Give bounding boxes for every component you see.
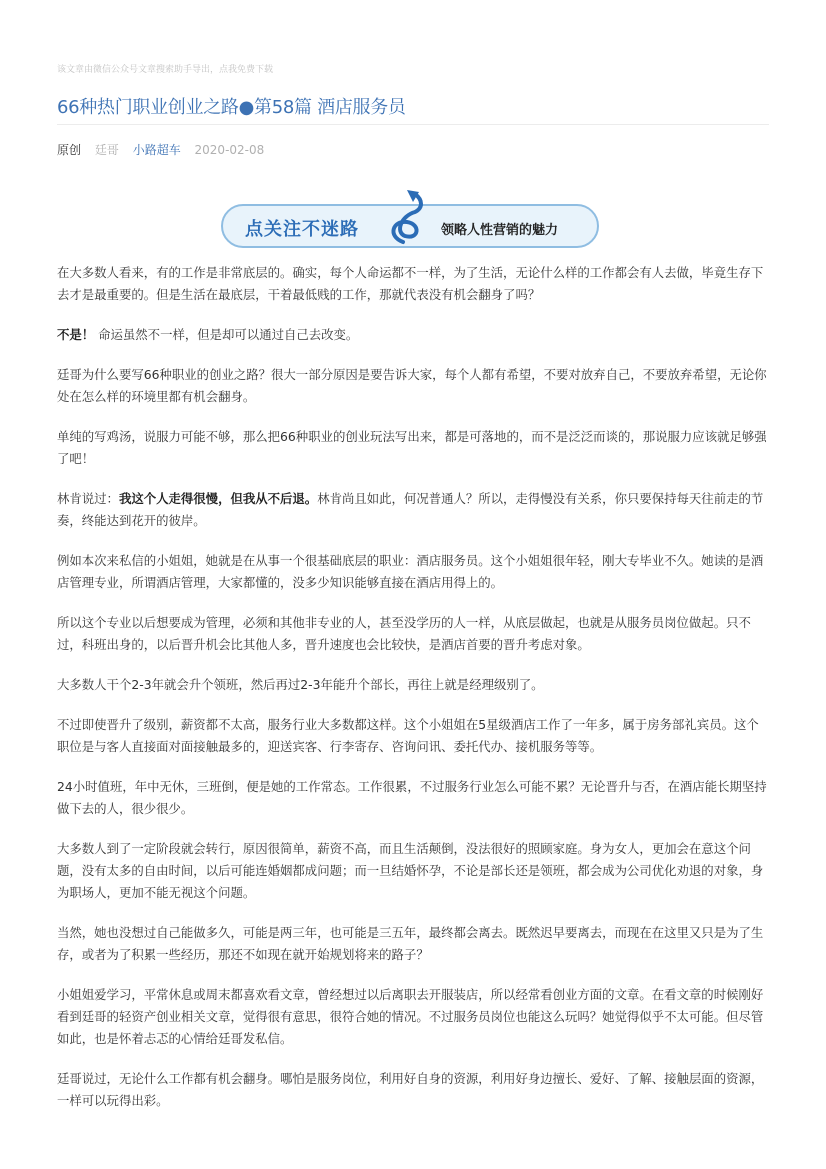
paragraph: 单纯的写鸡汤，说服力可能不够，那么把66种职业的创业玩法写出来，都是可落地的，而不是泛泛而谈的，那说服力应该就足够强了吧！ xyxy=(57,429,767,466)
paragraph: 不过即使晋升了级别，薪资都不太高，服务行业大多数都这样。这个小姐姐在5星级酒店工作了一年多，属于房务部礼宾员。这个职位是与客人直接面对面接触最多的，迎送宾客、行李寄存、咨询问讯、委托代办、接机服务等等。 xyxy=(57,717,759,754)
publish-date: 2020-02-08 xyxy=(194,143,265,157)
paragraph: 大多数人干个2-3年就会升个领班，然后再过2-3年能升个部长，再往上就是经理级别了。 xyxy=(57,677,544,692)
banner-slogan-text: 领略人性营销的魅力 xyxy=(441,223,559,238)
emphasis-text: 我这个人走得很慢，但我从不后退。 xyxy=(118,491,318,506)
follow-banner xyxy=(217,186,607,252)
author-name: 廷哥 xyxy=(94,143,119,157)
swirl-arrow-icon xyxy=(379,186,449,252)
title-divider xyxy=(57,124,769,125)
paragraph: 廷哥说过，无论什么工作都有机会翻身。哪怕是服务岗位，利用好自身的资源，利用好身边擅长、爱好、了解、接触层面的资源，一样可以玩得出彩。 xyxy=(57,1071,764,1108)
export-watermark-link[interactable]: 该文章由微信公众号文章搜索助手导出，点我免费下载 xyxy=(57,65,274,75)
emphasis-text: 不是！ xyxy=(57,327,95,342)
paragraph: 不是！ 命运虽然不一样，但是却可以通过自己去改变。 xyxy=(57,327,359,342)
page-title: 66种热门职业创业之路●第58篇 酒店服务员 xyxy=(57,97,406,118)
paragraph: 例如本次来私信的小姐姐，她就是在从事一个很基础底层的职业：酒店服务员。这个小姐姐很年轻，刚大专毕业不久。她读的是酒店管理专业，所谓酒店管理，大家都懂的，没多少知识能够直接在酒店用得上的。 xyxy=(57,553,764,590)
article-body xyxy=(57,262,769,1112)
original-tag: 原创 xyxy=(57,143,82,157)
paragraph: 在大多数人看来，有的工作是非常底层的。确实，每个人命运都不一样，为了生活，无论什么样的工作都会有人去做，毕竟生存下去才是最重要的。但是生活在最底层，干着最低贱的工作，那就代表没有机会翻身了吗？ xyxy=(57,265,764,302)
paragraph: 24小时值班，年中无休，三班倒，便是她的工作常态。工作很累，不过服务行业怎么可能不累？无论晋升与否，在酒店能长期坚持做下去的人，很少很少。 xyxy=(57,779,767,816)
paragraph: 当然，她也没想过自己能做多久，可能是两三年，也可能是三五年，最终都会离去。既然迟早要离去，而现在在这里又只是为了生存，或者为了积累一些经历，那还不如现在就开始规划将来的路子？ xyxy=(57,925,764,962)
paragraph: 林肯说过：我这个人走得很慢，但我从不后退。林肯尚且如此，何况普通人？所以，走得慢没有关系，你只要保持每天往前走的节奏，终能达到花开的彼岸。 xyxy=(57,491,764,528)
paragraph: 小姐姐爱学习，平常休息或周末都喜欢看文章，曾经想过以后离职去开服装店，所以经常看创业方面的文章。在看文章的时候刚好看到廷哥的轻资产创业相关文章，觉得很有意思，很符合她的情况。不过服务员岗位也能这么玩吗？她觉得似乎不太可能。但尽管如此，也是怀着忐忑的心情给廷哥发私信。 xyxy=(57,987,764,1046)
account-link[interactable]: 小路超车 xyxy=(132,143,181,157)
banner-follow-text: 点关注不迷路 xyxy=(245,219,359,240)
article-meta xyxy=(57,141,274,158)
paragraph: 廷哥为什么要写66种职业的创业之路？很大一部分原因是要告诉大家，每个人都有希望，不要对放弃自己，不要放弃希望，无论你处在怎么样的环境里都有机会翻身。 xyxy=(57,367,767,404)
paragraph: 所以这个专业以后想要成为管理，必须和其他非专业的人，甚至没学历的人一样，从底层做起，也就是从服务员岗位做起。只不过，科班出身的，以后晋升机会比其他人多，晋升速度也会比较快，是酒店首要的晋升考虑对象。 xyxy=(57,615,751,652)
paragraph: 大多数人到了一定阶段就会转行，原因很简单，薪资不高，而且生活颠倒，没法很好的照顾家庭。身为女人，更加会在意这个问题，没有太多的自由时间，以后可能连婚姻都成问题；而一旦结婚怀孕，不论是部长还是领班，都会成为公司优化劝退的对象，身为职场人，更加不能无视这个问题。 xyxy=(57,841,764,900)
